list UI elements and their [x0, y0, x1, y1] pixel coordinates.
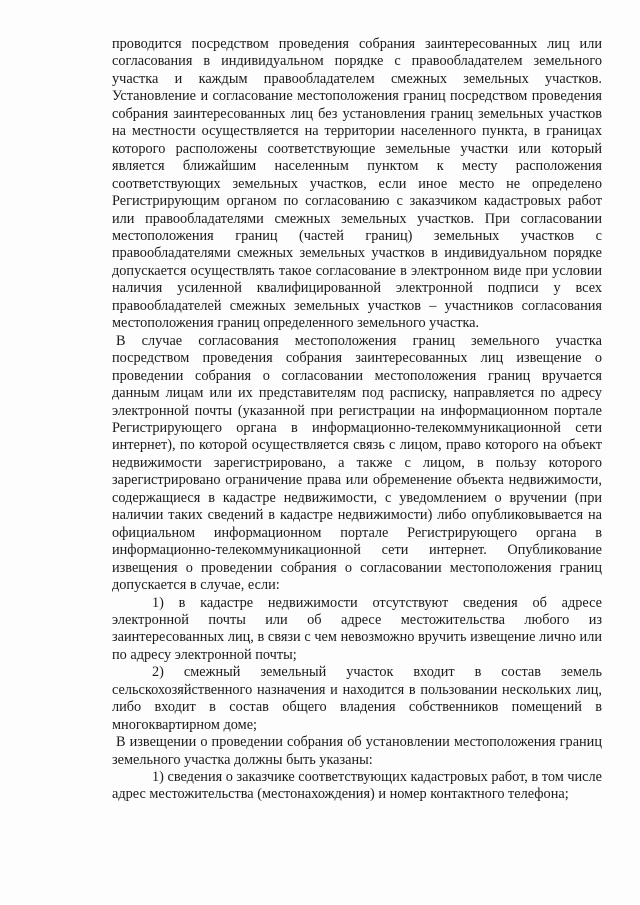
paragraph-procedure: проводится посредством проведения собрания заинтересованных лиц или согласования в индивидуальном порядке с правообладателем земельного участка и каждым правообладателем смежных земельных участков. Установление и согласование местоположения границ посредством проведения собрания заинтересованных лиц без установления границ земельных участков на местности осуществляется на территории населенного пункта, в границах которого расположены соответствующие земельные участки или который является ближайшим населенным пунктом к месту расположения соответствующих земельных участков, если иное место не определено Регистрирующим органом по согласованию с заказчиком кадастровых работ или правообладателями смежных земельных участков. При согласовании местоположения границ (частей границ) земельных участков с правообладателями смежных земельных участков в индивидуальном порядке допускается осуществлять такое согласование в электронном виде при условии наличия усиленной квалифицированной электронной подписи у всех правообладателей смежных земельных участков – участников согласования местоположения границ определенного земельного участка. — [112, 36, 602, 332]
list-item-condition-1: 1) в кадастре недвижимости отсутствуют сведения об адресе электронной почты или об адресе местожительства любого из заинтересованных лиц, в связи с чем невозможно вручить извещение лично или по адресу электронной почты; — [112, 594, 602, 663]
list-item-contents-1: 1) сведения о заказчике соответствующих кадастровых работ, в том числе адрес местожительства (местонахождения) и номер контактного телефона; — [112, 769, 602, 803]
paragraph-notice-delivery: В случае согласования местоположения границ земельного участка посредством проведения собрания заинтересованных лиц извещение о проведении собрания о согласовании местоположения границ вручается данным лицам или их представителям под расписку, направляется по адресу электронной почты (указанной при регистрации на информационном портале Регистрирующего органа в информационно-телекоммуникационной сети интернет), по которой осуществляется связь с лицом, право которого на объект недвижимости зарегистрировано, а также с лицом, в пользу которого зарегистрировано ограничение права или обременение объекта недвижимости, содержащиеся в кадастре недвижимости, с уведомлением о вручении (при наличии таких сведений в кадастре недвижимости) либо опубликовывается на официальном информационном портале Регистрирующего органа в информационно-телекоммуникационной сети интернет. Опубликование извещения о проведении собрания о согласовании местоположения границ допускается в случае, если: — [112, 332, 602, 594]
list-item-condition-2: 2) смежный земельный участок входит в состав земель сельскохозяйственного назначения и находится в пользовании нескольких лиц, либо входит в состав общего владения собственников помещений в многоквартирном доме; — [112, 664, 602, 733]
document-body — [112, 36, 602, 804]
paragraph-notice-contents: В извещении о проведении собрания об установлении местоположения границ земельного участка должны быть указаны: — [112, 734, 602, 768]
